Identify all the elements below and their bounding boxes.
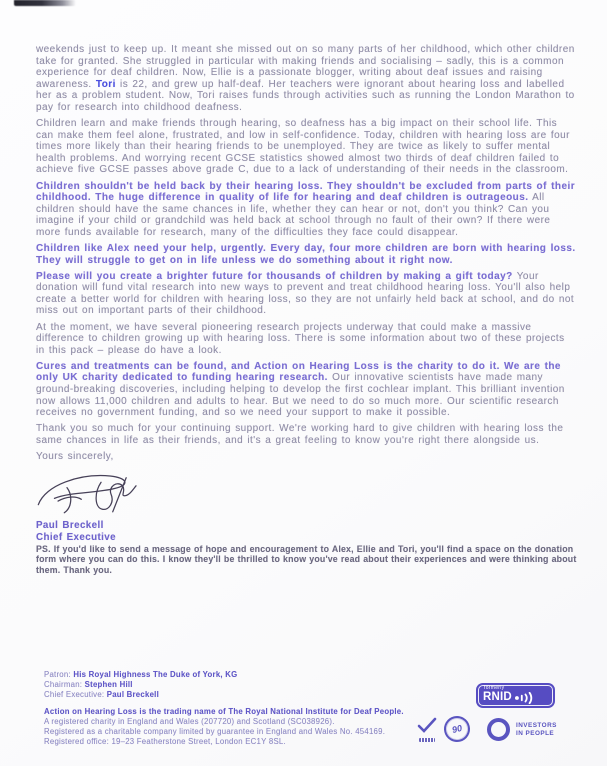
signature-block xyxy=(36,520,577,544)
fundraising-standards-checkmark-logo xyxy=(416,717,438,742)
paragraph-school-life: Children learn and make friends through hearing, so deafness has a big impact on their school life. This can make them feel alone, frustrated, and low in self-confidence. Today, children with hearing loss are four times more likely than their hearing friends to be unemployed. They are twice as likely to suffer mental health problems. And worrying recent GCSE statistics showed almost two thirds of deaf children failed to achieve five GCSE passes above grade C, due to a lack of understanding of their needs in the classroom. xyxy=(36,118,570,176)
bold-lead-text: Children shouldn't be held back by their hearing loss. They shouldn't be excluded from parts of their childhood. The huge difference in quality of life for hearing and deaf children is outrageous. xyxy=(36,180,576,204)
closing-line: Yours sincerely, xyxy=(36,451,114,462)
highlighted-name-tori: Tori xyxy=(95,78,116,90)
checkmark-icon xyxy=(417,717,437,733)
rnid-formerly-label: formerly xyxy=(484,684,505,691)
signer-name: Paul Breckell xyxy=(36,520,104,532)
bold-lead-text: Cures and treatments can be found, and Action on Hearing Loss is the charity to do it. We are the only UK charity dedicated to funding hearing research. xyxy=(36,360,561,384)
laurel-ring-icon xyxy=(487,718,510,741)
paragraph-text: Our innovative scientists have made many ground-breaking discoveries, including helping to develop the first cochlear implant. This brilliant invention now allows 11,000 children and adults to hear. But we need to do so much more. Our scientific research receives no government funding, and so we need your support to make it possible. xyxy=(36,372,565,419)
paragraph-held-back xyxy=(36,181,577,239)
paragraph-text: weekends just to keep up. It meant she missed out on so many parts of her childhood, which other children take for granted. She struggled in particular with making friends and socialising – sadly, this is a common experience for deaf children. Now, Ellie is a passionate blogger, writing about deaf issues and raising awareness. xyxy=(36,44,575,90)
rnid-logo xyxy=(476,683,555,708)
patron-name: His Royal Highness The Duke of York, KG xyxy=(73,670,238,679)
paragraph-cures xyxy=(36,361,577,419)
signature-handwriting xyxy=(34,467,152,519)
paragraph-text: is 22, and grew up half-deaf. Her teachers were ignorant about hearing loss and labelled her as a problem student. Now, Tori raises funds through activities such as running the London Marathon to pay for research into childhood deafness. xyxy=(36,78,575,113)
chief-executive-label: Chief Executive: xyxy=(44,690,107,700)
anniversary-stamp-logo xyxy=(441,713,473,745)
paragraph-gift-ask xyxy=(36,271,577,317)
patron-label: Patron: xyxy=(44,670,74,679)
letterhead-footer xyxy=(44,670,404,747)
company-registration-line: Registered as a charitable company limited by guarantee in England and Wales No. 454169. xyxy=(44,727,386,737)
investors-in-people-logo xyxy=(487,718,557,741)
rnid-wordmark: RNID xyxy=(483,692,548,704)
paragraph-thanks: Thank you so much for your continuing support. We're working hard to give children with hearing loss the same chances in life as their friends, and it's a great feeling to know you're right there alongside us. xyxy=(36,423,564,446)
checkmark-caption-bar xyxy=(419,738,435,742)
paragraph-research-projects: At the moment, we have several pioneering research projects underway that could make a massive difference to children growing up with hearing loss. There is some information about two of these projects in this pack – please do have a look. xyxy=(36,321,565,356)
charity-registration-line: A registered charity in England and Wales (207720) and Scotland (SC038926). xyxy=(44,716,335,726)
trading-name-line: Action on Hearing Loss is the trading name of The Royal National Institute for Deaf People. xyxy=(44,706,404,716)
paragraph-text: Your donation will fund vital research into new ways to prevent and treat childhood hearing loss. You'll also help create a better world for children with hearing loss, so they are not unfairly held back at school, and do not miss out on important parts of their childhood. xyxy=(36,270,575,317)
signer-title: Chief Executive xyxy=(36,531,116,543)
paragraph-text: All children should have the same chances in life, whether they can hear or not, don't you think? Can you imagine if your child or grandchild was held back at school through no fault of their own? If there were more funds available for research, many of the difficulties they face could disappear. xyxy=(36,192,551,238)
registered-office-line: Registered office: 19–23 Featherstone Street, London EC1Y 8SL. xyxy=(44,737,286,747)
chief-executive-line xyxy=(44,690,404,700)
scan-edge-smudge xyxy=(14,0,76,6)
investors-in-people-label: INVESTORS IN PEOPLE xyxy=(516,722,557,737)
paragraph-ellie-tori xyxy=(36,44,577,114)
bold-lead-text: Please will you create a brighter future for thousands of children by making a gift today? xyxy=(36,270,513,282)
paragraph-urgent-help: Children like Alex need your help, urgently. Every day, four more children are born with hearing loss. They will struggle to get on in life unless we do something about it right now. xyxy=(36,243,576,266)
chairman-line xyxy=(44,680,404,690)
letter-body xyxy=(36,44,577,580)
chairman-name: Stephen Hill xyxy=(84,680,133,690)
patron-line xyxy=(44,670,404,680)
stamp-number: 90 xyxy=(450,722,464,736)
chairman-label: Chairman: xyxy=(44,680,85,690)
chief-executive-name: Paul Breckell xyxy=(106,690,159,700)
ps-note: PS. If you'd like to send a message of hope and encouragement to Alex, Ellie and Tori, you'll find a space on the donation form where you can do this. I know they'll be thrilled to know you've read about their experiences and were thinking about them. Thank you. xyxy=(36,543,577,575)
sound-wave-icon xyxy=(514,692,536,704)
